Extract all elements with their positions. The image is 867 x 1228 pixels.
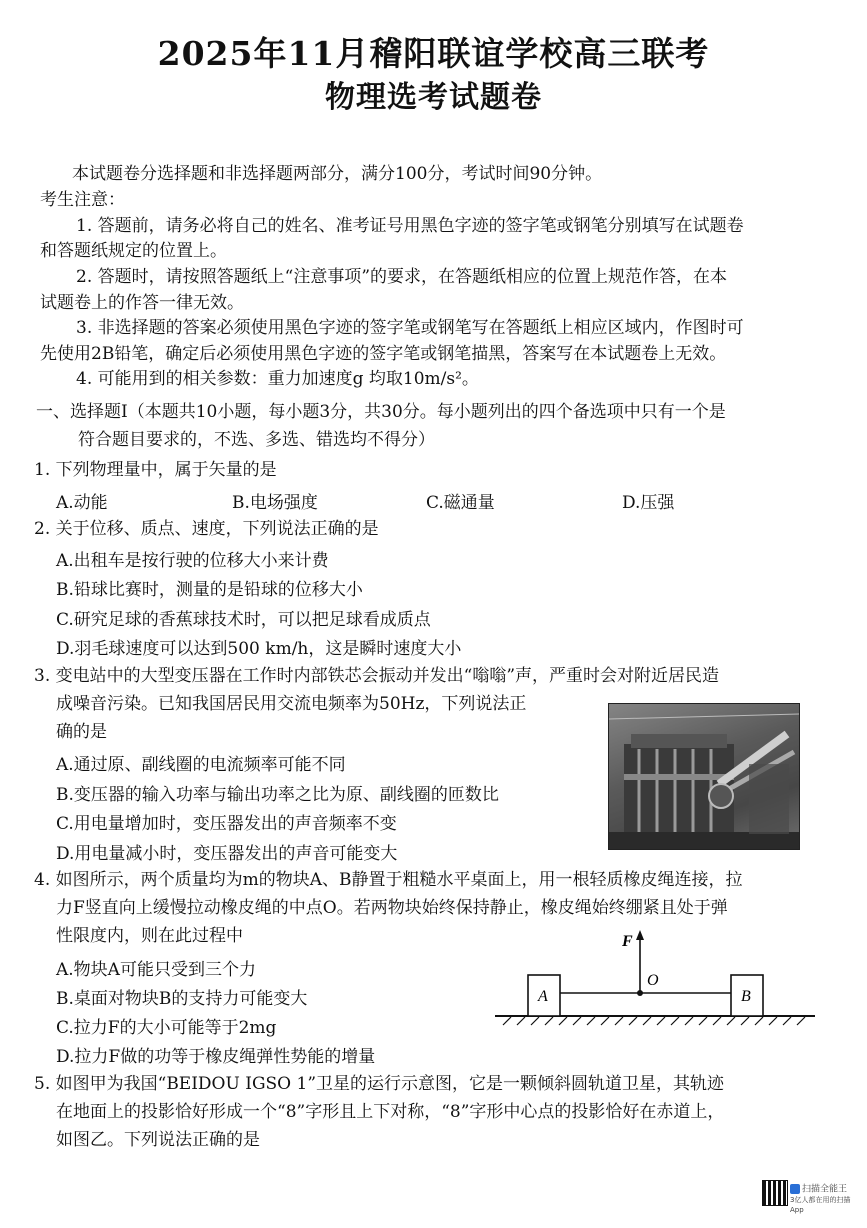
label-f: F: [622, 933, 633, 950]
question-3-stem: 确的是: [56, 722, 107, 742]
scanner-watermark: [790, 1184, 858, 1214]
section-heading: 一、选择题Ⅰ（本题共10小题，每小题3分，共30分。每小题列出的四个备选项中只有一个是: [36, 402, 726, 422]
note-line: 3. 非选择题的答案必须使用黑色字迹的签字笔或钢笔写在答题纸上相应区域内，作图时可: [76, 318, 744, 338]
note-line: 先使用2B铅笔，确定后必须使用黑色字迹的签字笔或钢笔描黑，答案写在本试题卷上无效。: [40, 344, 727, 364]
question-2-stem: 2. 关于位移、质点、速度，下列说法正确的是: [34, 519, 379, 539]
q2-option-d: D.羽毛球速度可以达到500 km/h，这是瞬时速度大小: [56, 639, 462, 659]
q4-option-b: B.桌面对物块B的支持力可能变大: [56, 989, 308, 1009]
note-line: 2. 答题时，请按照答题纸上“注意事项”的要求，在答题纸相应的位置上规范作答，在本: [76, 267, 728, 287]
question-4-stem: 力F竖直向上缓慢拉动橡皮绳的中点O。若两物块始终保持静止，橡皮绳始终绷紧且处于弹: [56, 898, 728, 918]
q3-option-c: C.用电量增加时，变压器发出的声音频率不变: [56, 814, 397, 834]
q1-option-d: D.压强: [622, 493, 675, 513]
q2-option-a: A.出租车是按行驶的位移大小来计费: [56, 551, 329, 571]
notice-label: 考生注意：: [40, 190, 125, 210]
q2-option-c: C.研究足球的香蕉球技术时，可以把足球看成质点: [56, 610, 431, 630]
q1-option-b: B.电场强度: [232, 493, 318, 513]
force-arrowhead: [636, 930, 644, 940]
q2-option-b: B.铅球比赛时，测量的是铅球的位移大小: [56, 580, 363, 600]
section-heading-cont: 符合题目要求的，不选、多选、错选均不得分）: [78, 430, 435, 450]
q4-option-d: D.拉力F做的功等于橡皮绳弹性势能的增量: [56, 1047, 376, 1067]
question-3-stem: 3. 变电站中的大型变压器在工作时内部铁芯会振动并发出“嗡嗡”声，严重时会对附近居民造: [34, 666, 720, 686]
label-b: B: [741, 988, 751, 1005]
note-line: 4. 可能用到的相关参数：重力加速度g 均取10m/s²。: [76, 369, 479, 389]
q3-option-d: D.用电量减小时，变压器发出的声音可能变大: [56, 844, 398, 864]
question-4-stem: 性限度内，则在此过程中: [56, 926, 243, 946]
camscanner-icon: [790, 1184, 800, 1194]
note-line: 试题卷上的作答一律无效。: [40, 293, 244, 313]
label-a: A: [538, 988, 548, 1005]
q3-option-b: B.变压器的输入功率与输出功率之比为原、副线圈的匝数比: [56, 785, 499, 805]
question-3-stem: 成噪音污染。已知我国居民用交流电频率为50Hz，下列说法正: [56, 694, 527, 714]
intro-line: 本试题卷分选择题和非选择题两部分，满分100分，考试时间90分钟。: [72, 164, 603, 184]
scanner-tagline: 3亿人都在用的扫描App: [790, 1195, 851, 1214]
scanner-name: 扫描全能王: [802, 1184, 848, 1195]
transformer-photo: [608, 703, 800, 850]
question-5-stem: 如图乙。下列说法正确的是: [56, 1130, 260, 1150]
question-4-stem: 4. 如图所示，两个质量均为m的物块A、B静置于粗糙水平桌面上，用一根轻质橡皮绳连接，拉: [34, 870, 743, 890]
note-line: 和答题纸规定的位置上。: [40, 241, 227, 261]
table-hatching: [503, 1017, 805, 1025]
q4-option-c: C.拉力F的大小可能等于2mg: [56, 1018, 277, 1038]
q4-force-diagram: [495, 930, 815, 1030]
label-o: O: [647, 972, 659, 989]
question-1-stem: 1. 下列物理量中，属于矢量的是: [34, 460, 277, 480]
exam-subtitle: 物理选考试题卷: [325, 80, 542, 115]
question-5-stem: 5. 如图甲为我国“BEIDOU IGSO 1”卫星的运行示意图，它是一颗倾斜圆轨道卫星，其轨迹: [34, 1074, 725, 1094]
note-line: 1. 答题前，请务必将自己的姓名、准考证号用黑色字迹的签字笔或钢笔分别填写在试题卷: [76, 216, 744, 236]
question-5-stem: 在地面上的投影恰好形成一个“8”字形且上下对称，“8”字形中心点的投影恰好在赤道上，: [56, 1102, 725, 1122]
q4-option-a: A.物块A可能只受到三个力: [56, 960, 256, 980]
exam-title: 2025年11月稽阳联谊学校高三联考: [157, 34, 710, 73]
transformer-illustration: [609, 704, 799, 849]
point-o: [637, 990, 643, 996]
qr-code-icon: [762, 1180, 788, 1206]
q1-option-c: C.磁通量: [426, 493, 495, 513]
q3-option-a: A.通过原、副线圈的电流频率可能不同: [56, 755, 346, 775]
q1-option-a: A.动能: [56, 493, 108, 513]
